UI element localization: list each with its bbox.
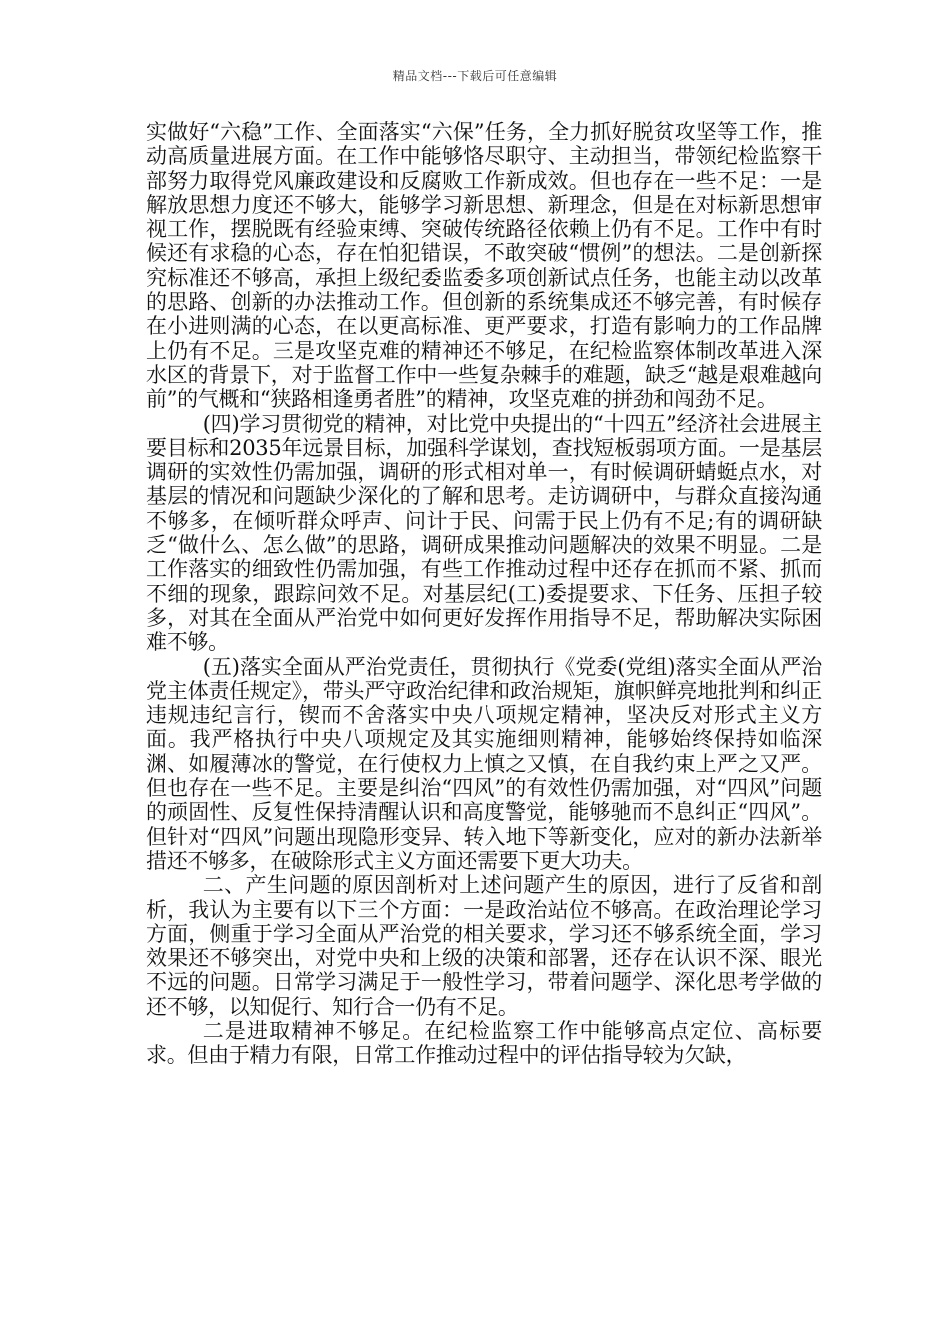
paragraph-second-cause: 二是进取精神不够足。在纪检监察工作中能够高点定位、高标要求。但由于精力有限，日常工作推动过程中的评估指导较为欠缺， xyxy=(146,1018,822,1068)
paragraph-continued: 实做好“六稳”工作、全面落实“六保”任务，全力抓好脱贫攻坚等工作，推动高质量进展方面。在工作中能够恪尽职守、主动担当，带领纪检监察干部努力取得党风廉政建设和反腐败工作新成效。但也存在一些不足：一是解放思想力度还不够大，能够学习新思想、新理念，但是在对标新思想审视工作，摆脱既有经验束缚、突破传统路径依赖上仍有不足。工作中有时候还有求稳的心态，存在怕犯错误，不敢突破“惯例”的想法。二是创新探究标准还不够高，承担上级纪委监委多项创新试点任务，也能主动以改革的思路、创新的办法推动工作。但创新的系统集成还不够完善，有时候存在小进则满的心态，在以更高标准、更严要求，打造有影响力的工作品牌上仍有不足。三是攻坚克难的精神还不够足，在纪检监察体制改革进入深水区的背景下，对于监督工作中一些复杂棘手的难题，缺乏“越是艰难越向前”的气概和“狭路相逢勇者胜”的精神，攻坚克难的拼劲和闯劲不足。 xyxy=(146,120,822,412)
paragraph-section-4: (四)学习贯彻党的精神，对比党中央提出的“十四五”经济社会进展主要目标和2035年远景目标，加强科学谋划，查找短板弱项方面。一是基层调研的实效性仍需加强，调研的形式相对单一，有时候调研蜻蜓点水，对基层的情况和问题缺少深化的了解和思考。走访调研中，与群众直接沟通不够多，在倾听群众呼声、问计于民、问需于民上仍有不足;有的调研缺乏“做什么、怎么做”的思路，调研成果推动问题解决的效果不明显。二是工作落实的细致性仍需加强，有些工作推动过程中还存在抓而不紧、抓而不细的现象，跟踪问效不足。对基层纪(工)委提要求、下任务、压担子较多，对其在全面从严治党中如何更好发挥作用指导不足，帮助解决实际困难不够。 xyxy=(146,411,822,655)
paragraph-cause-analysis: 二、产生问题的原因剖析对上述问题产生的原因，进行了反省和剖析，我认为主要有以下三个方面：一是政治站位不够高。在政治理论学习方面，侧重于学习全面从严治党的相关要求，学习还不够系统全面，学习效果还不够突出，对党中央和上级的决策和部署，还存在认识不深、眼光不远的问题。日常学习满足于一般性学习，带着问题学、深化思考学做的还不够，以知促行、知行合一仍有不足。 xyxy=(146,873,822,1019)
paragraph-section-5: (五)落实全面从严治党责任，贯彻执行《党委(党组)落实全面从严治党主体责任规定》，带头严守政治纪律和政治规矩，旗帜鲜亮地批判和纠正违规违纪言行，锲而不舍落实中央八项规定精神，坚决反对形式主义方面。我严格执行中央八项规定及其实施细则精神，能够始终保持如临深渊、如履薄冰的警觉，在行使权力上慎之又慎，在自我约束上严之又严。但也存在一些不足。主要是纠治“四风”的有效性仍需加强，对“四风”问题的顽固性、反复性保持清醒认识和高度警觉，能够驰而不息纠正“四风”。但针对“四风”问题出现隐形变异、转入地下等新变化，应对的新办法新举措还不够多，在破除形式主义方面还需要下更大功夫。 xyxy=(146,654,822,873)
page-header: 精品文档---下载后可任意编辑 xyxy=(392,69,558,83)
document-body xyxy=(146,120,822,1068)
